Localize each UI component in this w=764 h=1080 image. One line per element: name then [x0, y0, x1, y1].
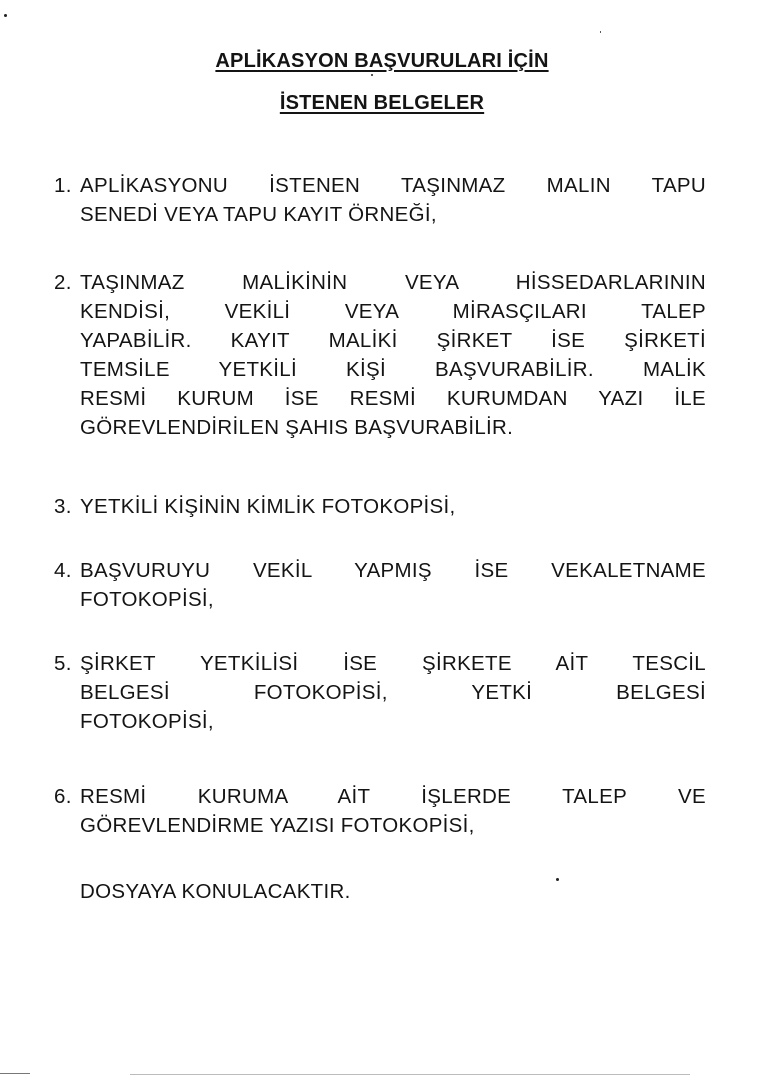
list-item-number: 6. — [54, 785, 72, 808]
list-item-3 — [54, 492, 706, 521]
list-item-1 — [54, 171, 706, 229]
list-item-6 — [54, 782, 706, 840]
list-item-2 — [54, 268, 706, 442]
list-item-line: YAPABİLİR. KAYIT MALİKİ ŞİRKET İSE ŞİRKETİ — [80, 329, 706, 352]
list-item-5 — [54, 649, 706, 736]
document-title-line-1: APLİKASYON BAŞVURULARI İÇİN — [215, 50, 549, 72]
list-item-line: APLİKASYONU İSTENEN TAŞINMAZ MALIN TAPU — [80, 174, 706, 197]
list-item-line: TAŞINMAZ MALİKİNİN VEYA HİSSEDARLARININ — [80, 271, 706, 294]
list-item-line: RESMİ KURUMA AİT İŞLERDE TALEP VE — [80, 785, 706, 808]
scan-edge-line — [0, 1073, 30, 1074]
list-item-line: TEMSİLE YETKİLİ KİŞİ BAŞVURABİLİR. MALİK — [80, 358, 706, 381]
document-title-line-2: İSTENEN BELGELER — [279, 92, 485, 114]
list-item-line: FOTOKOPİSİ, — [80, 710, 214, 733]
list-item-line: ŞİRKET YETKİLİSİ İSE ŞİRKETE AİT TESCİL — [80, 652, 706, 675]
list-item-line: BELGESİ FOTOKOPİSİ, YETKİ BELGESİ — [80, 681, 706, 704]
scan-speck — [600, 31, 601, 33]
scan-edge-line — [130, 1074, 690, 1075]
scan-speck — [556, 878, 559, 881]
scan-speck — [4, 14, 7, 17]
list-item-number: 1. — [54, 174, 72, 197]
list-item-line: KENDİSİ, VEKİLİ VEYA MİRASÇILARI TALEP — [80, 300, 706, 323]
list-item-number: 5. — [54, 652, 72, 675]
list-item-line: SENEDİ VEYA TAPU KAYIT ÖRNEĞİ, — [80, 203, 437, 226]
list-item-line: FOTOKOPİSİ, — [80, 588, 214, 611]
list-item-line: GÖREVLENDİRİLEN ŞAHIS BAŞVURABİLİR. — [80, 416, 514, 439]
list-item-number: 2. — [54, 271, 72, 294]
list-item-number: 3. — [54, 495, 72, 518]
scan-speck — [371, 74, 373, 76]
list-item-line: YETKİLİ KİŞİNİN KİMLİK FOTOKOPİSİ, — [80, 495, 456, 518]
closing-statement: DOSYAYA KONULACAKTIR. — [80, 880, 351, 903]
list-item-line: BAŞVURUYU VEKİL YAPMIŞ İSE VEKALETNAME — [80, 559, 706, 582]
list-item-number: 4. — [54, 559, 72, 582]
list-item-line: GÖREVLENDİRME YAZISI FOTOKOPİSİ, — [80, 814, 475, 837]
list-item-line: RESMİ KURUM İSE RESMİ KURUMDAN YAZI İLE — [80, 387, 706, 410]
list-item-4 — [54, 556, 706, 614]
